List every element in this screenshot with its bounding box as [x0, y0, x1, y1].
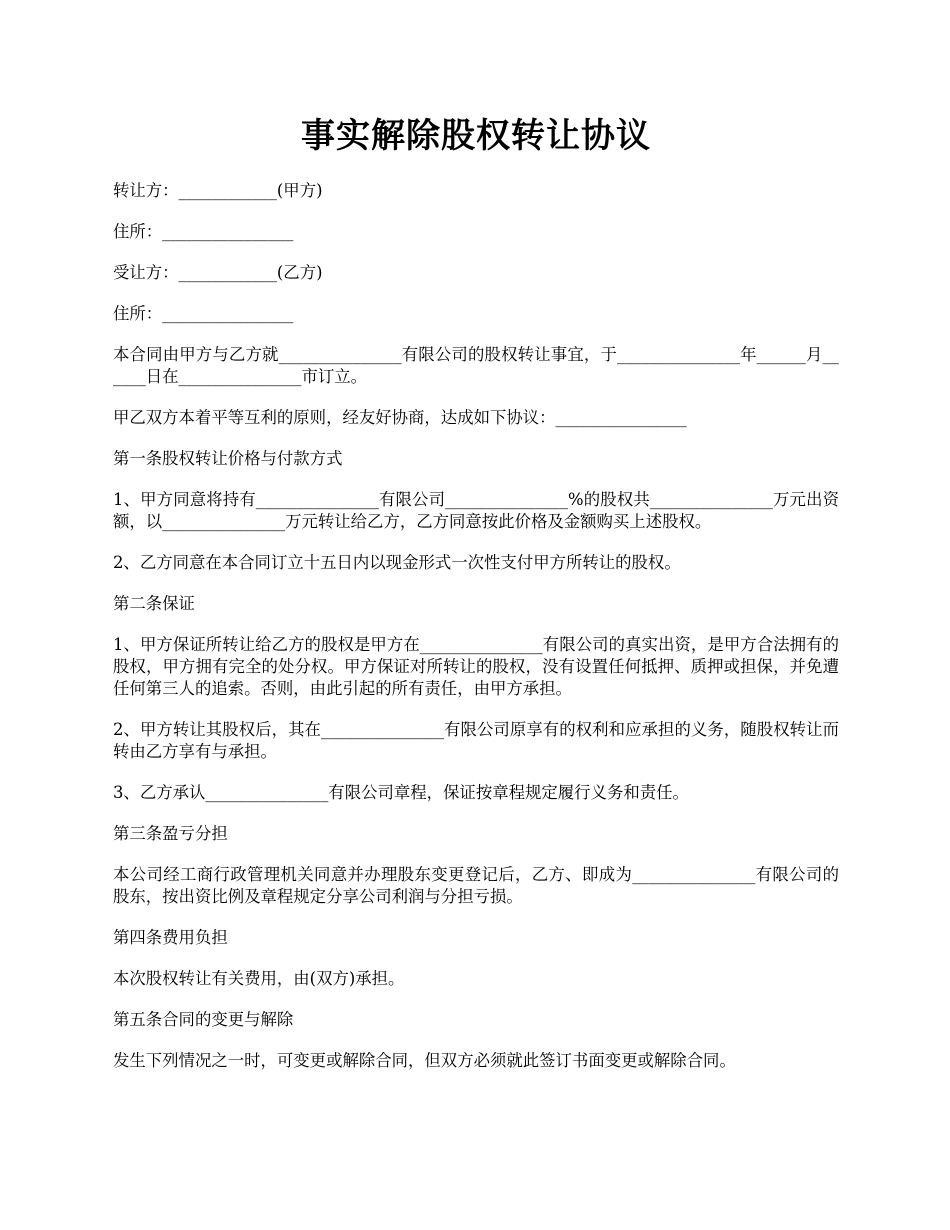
document-page: [113, 112, 839, 1091]
transferee-line: 受让方：____________(乙方): [113, 263, 323, 282]
article-2-clause-3: 3、乙方承认_______________有限公司章程，保证按章程规定履行义务和责任。: [113, 783, 689, 802]
contract-intro-paragraph: 本合同由甲方与乙方就_______________有限公司的股权转让事宜，于_______________年______月______日在_______________市订立。: [113, 345, 839, 386]
article-4-heading: 第四条费用负担: [113, 928, 228, 947]
article-5-body: 发生下列情况之一时，可变更或解除合同，但双方必须就此签订书面变更或解除合同。: [113, 1051, 736, 1070]
article-2-clause-1: 1、甲方保证所转让给乙方的股权是甲方在_______________有限公司的真实出资，是甲方合法拥有的股权，甲方拥有完全的处分权。甲方保证对所转让的股权，没有设置任何抵押、质押或担保，并免遭任何第三人的追索。否则，由此引起的所有责任，由甲方承担。: [113, 635, 839, 698]
article-4-body: 本次股权转让有关费用，由(双方)承担。: [113, 969, 405, 988]
article-5-heading: 第五条合同的变更与解除: [113, 1010, 294, 1029]
article-3-heading: 第三条盈亏分担: [113, 824, 228, 843]
transferor-address-line: 住所：________________: [113, 222, 294, 241]
document-title: 事实解除股权转让协议: [301, 116, 651, 156]
article-3-body: 本公司经工商行政管理机关同意并办理股东变更登记后，乙方、即成为_______________有限公司的股东，按出资比例及章程规定分享公司利润与分担亏损。: [113, 865, 839, 906]
transferee-address-line: 住所：________________: [113, 304, 294, 323]
transferor-line: 转让方：____________(甲方): [113, 181, 323, 200]
agreement-intro-paragraph: 甲乙双方本着平等互利的原则，经友好协商，达成如下协议：________________: [113, 408, 687, 427]
article-1-clause-2: 2、乙方同意在本合同订立十五日内以现金形式一次性支付甲方所转让的股权。: [113, 553, 681, 572]
article-2-clause-2: 2、甲方转让其股权后，其在_______________有限公司原享有的权利和应承担的义务，随股权转让而转由乙方享有与承担。: [113, 720, 839, 761]
article-2-heading: 第二条保证: [113, 594, 195, 613]
article-1-clause-1: 1、甲方同意将持有_______________有限公司_______________%的股权共_______________万元出资额，以_______________万元转让给乙方，乙方同意按此价格及金额购买上述股权。: [113, 490, 839, 531]
article-1-heading: 第一条股权转让价格与付款方式: [113, 449, 343, 468]
